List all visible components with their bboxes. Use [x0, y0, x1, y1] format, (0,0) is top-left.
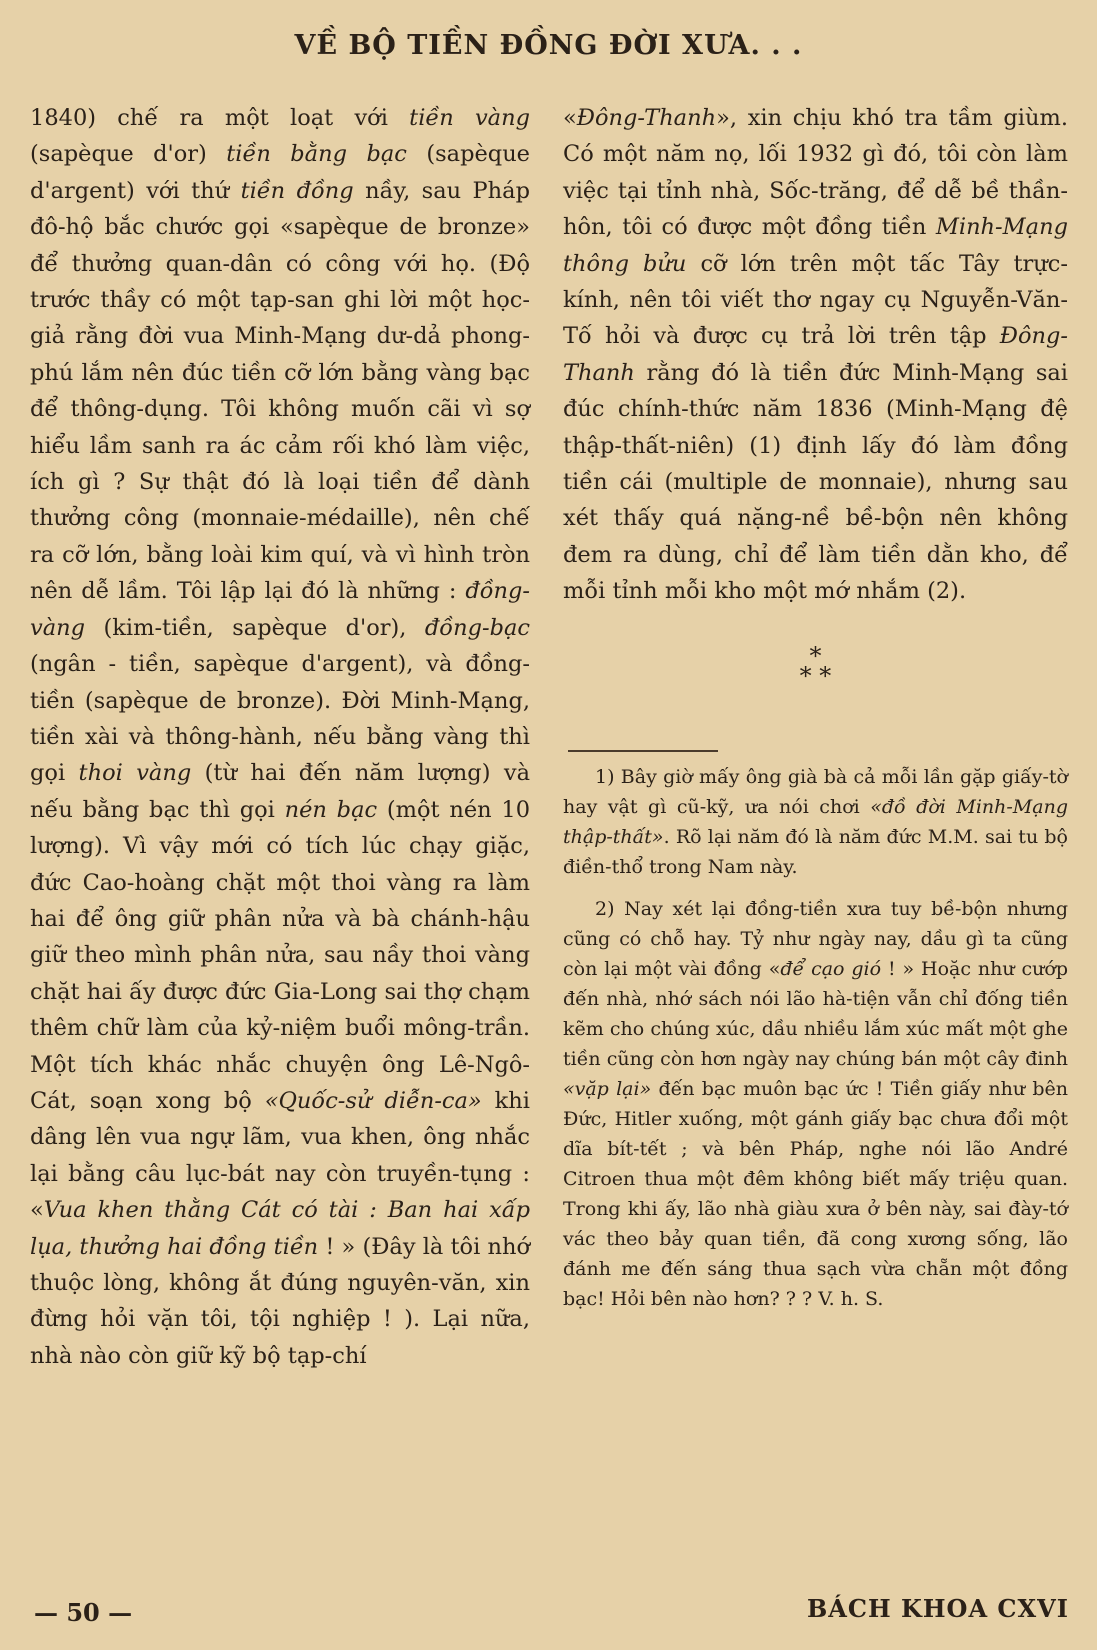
body-text: cỡ lớn trên một tấc Tây trực-kính, nên tôi viết thơ ngay cụ Nguyễn-Văn-Tố hỏi và được cụ trả lời trên tập: [563, 250, 1068, 350]
body-paragraph: [30, 100, 530, 1374]
body-text: (kim-tiền, sapèque d'or),: [85, 614, 425, 641]
body-text: nầy, sau Pháp đô-hộ bắc chước gọi «sapèque de bronze» để thưởng quan-dân có công với họ. (Độ trước thầy có một tạp-san ghi lời một học-giả rằng đời vua Minh-Mạng dư-dả phong-phú lắm nên đúc tiền cỡ lớn bằng vàng bạc để thông-dụng. Tôi không muốn cãi vì sợ hiểu lầm sanh ra ác cảm rối khó làm việc, ích gì ? Sự thật đó là loại tiền để dành thưởng công (monnaie-médaille), nên chế ra cỡ lớn, bằng loài kim quí, và vì hình tròn nên dễ lầm. Tôi lập lại đó là những :: [30, 177, 530, 605]
italic-term: đồng-vàng: [30, 578, 530, 641]
italic-term: «Quốc-sử diễn-ca»: [264, 1087, 482, 1114]
italic-term: để cạo gió: [780, 957, 882, 980]
body-text: (từ hai đến năm lượng) và nếu bằng bạc thì gọi: [30, 760, 530, 823]
italic-term: «đồ đời Minh-Mạng thập-thất»: [563, 795, 1068, 848]
right-column: [563, 100, 1068, 1314]
footnote-text: ! » Hoặc như cướp đến nhà, nhớ sách nói lão hà-tiện vẫn chỉ đống tiền kẽm cho chúng xúc, dầu nhiều lắm xúc mất một ghe tiền cũng còn hơn ngày nay chúng bán một cây đinh: [563, 957, 1068, 1070]
body-text: ! » (Đây là tôi nhớ thuộc lòng, không ắt đúng nguyên-văn, xin đừng hỏi vặn tôi, tội nghiệp ! ). Lại nữa, nhà nào còn giữ kỹ bộ tạp-chí: [30, 1233, 530, 1369]
footnote-text: . Rõ lại năm đó là năm đức M.M. sai tu bộ điền-thổ trong Nam này.: [563, 825, 1068, 878]
footnote-text: 2) Nay xét lại đồng-tiền xưa tuy bề-bộn nhưng cũng có chỗ hay. Tỷ như ngày nay, dầu gì ta cũng còn lại một vài đồng «: [563, 897, 1068, 980]
italic-term: đồng-bạc: [424, 614, 530, 641]
italic-term: nén bạc: [284, 796, 378, 823]
body-text: khi dâng lên vua ngự lãm, vua khen, ông nhắc lại bằng câu lục-bát nay còn truyền-tụng : «: [30, 1087, 530, 1224]
footnote-rule: [568, 750, 718, 752]
body-text: (sapèque d'argent) với thứ: [30, 141, 530, 204]
left-column: [30, 100, 530, 1374]
body-text: (một nén 10 lượng). Vì vậy mới có tích lúc chạy giặc, đức Cao-hoàng chặt một thoi vàng ra làm hai để ông giữ phân nửa và bà chánh-hậu giữ theo mình phân nửa, sau nầy thoi vàng chặt hai ấy được đức Gia-Long sai thợ chạm thêm chữ làm của kỷ-niệm buổi mông-trần. Một tích khác nhắc chuyện ông Lê-Ngô-Cát, soạn xong bộ: [30, 796, 531, 1114]
footnotes: [563, 762, 1068, 1314]
italic-term: Đông-Thanh: [576, 105, 717, 131]
page-number: — 50 —: [34, 1598, 133, 1627]
body-text: 1840) chế ra một loạt với: [30, 105, 410, 131]
footnote-text: 1) Bây giờ mấy ông già bà cả mỗi lần gặp giấy-tờ hay vật gì cũ-kỹ, ưa nói chơi: [563, 765, 1068, 818]
footnote-1: [563, 762, 1068, 882]
section-divider: [563, 641, 1068, 690]
asterisk-top: *: [809, 641, 822, 670]
running-head: VỀ BỘ TIỀN ĐỒNG ĐỜI XƯA. . .: [294, 30, 803, 61]
body-text: (sapèque d'or): [30, 141, 227, 168]
body-paragraph: [563, 100, 1068, 610]
italic-term: Đông-Thanh: [563, 323, 1068, 386]
italic-term: tiền bằng bạc: [226, 141, 407, 168]
italic-term: Minh-Mạng thông bửu: [563, 214, 1068, 277]
italic-verse: Vua khen thằng Cát có tài : Ban hai xấp lụa, thưởng hai đồng tiền: [30, 1197, 530, 1260]
footnote-text: đến bạc muôn bạc ức ! Tiền giấy như bên Đức, Hitler xuống, một gánh giấy bạc chưa đổi một dĩa bít-tết ; và bên Pháp, nghe nói lão André Citroen thua một đêm không biết mấy triệu quan. Trong khi ấy, lão nhà giàu xưa ở bên này, sai đày-tớ vác theo bảy quan tiền, đã cong xương sống, lão đánh me đến sáng thua sạch vừa chẵn một đồng bạc! Hỏi bên nào hơn? ? ? V. h. S.: [563, 1077, 1068, 1310]
italic-term: «vặp lại»: [563, 1077, 652, 1100]
italic-term: tiền đồng: [240, 177, 354, 204]
body-text: «: [563, 105, 577, 131]
footnote-2: [563, 894, 1068, 1314]
body-text: rằng đó là tiền đức Minh-Mạng sai đúc chính-thức năm 1836 (Minh-Mạng đệ thập-thất-niên) (1) định lấy đó làm đồng tiền cái (multiple de monnaie), nhưng sau xét thấy quá nặng-nề bề-bộn nên không đem ra dùng, chỉ để làm tiền dằn kho, để mỗi tỉnh mỗi kho một mớ nhắm (2).: [563, 359, 1068, 605]
asterisk-bottom: * *: [799, 661, 832, 690]
body-text: », xin chịu khó tra tầm giùm. Có một năm nọ, lối 1932 gì đó, tôi còn làm việc tại tỉnh nhà, Sốc-trăng, để dễ bề thần-hôn, tôi có được một đồng tiền: [563, 105, 1068, 241]
italic-term: tiền vàng: [409, 105, 530, 131]
journal-title: BÁCH KHOA CXVI: [806, 1594, 1069, 1623]
body-text: (ngân - tiền, sapèque d'argent), và đồng-tiền (sapèque de bronze). Đời Minh-Mạng, tiền xài và thông-hành, nếu bằng vàng thì gọi: [30, 651, 530, 787]
italic-term: thoi vàng: [78, 760, 192, 787]
